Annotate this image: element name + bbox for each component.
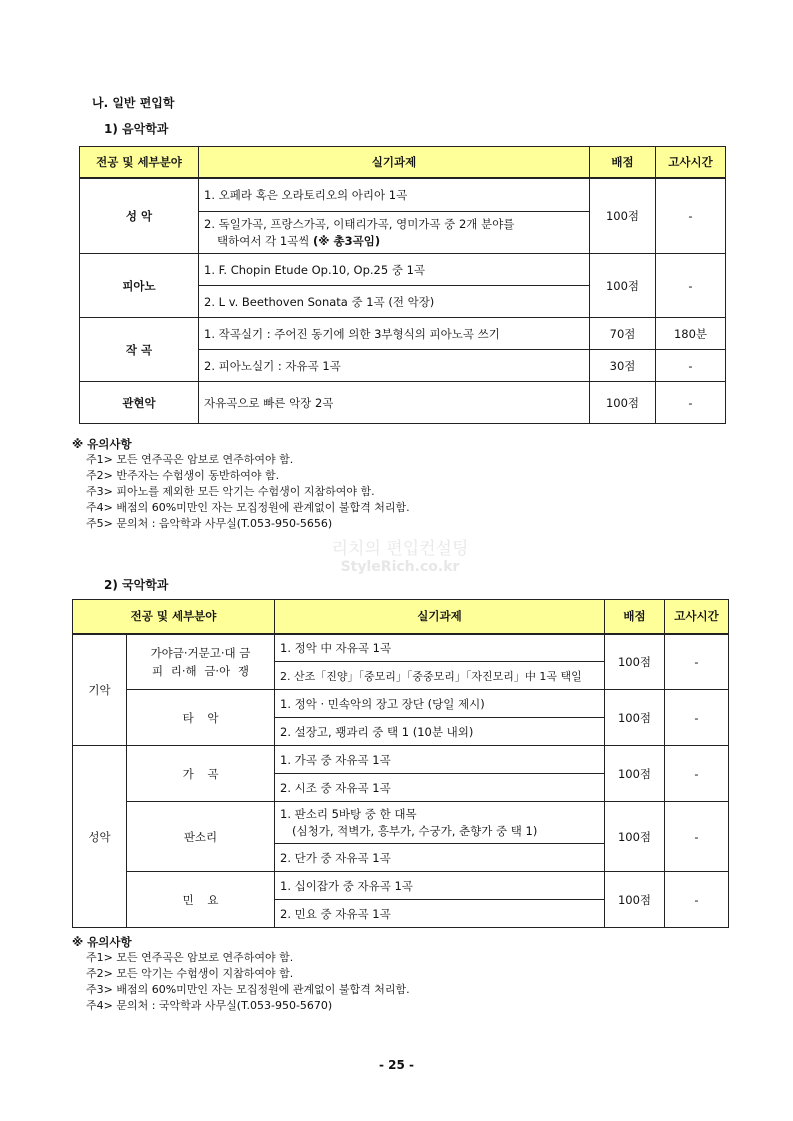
header-major: 전공 및 세부분야 [73, 600, 275, 634]
note-line: 주2> 반주자는 수험생이 동반하여야 함. [86, 469, 280, 482]
header-task: 실기과제 [275, 600, 605, 634]
header-score: 배점 [590, 147, 656, 178]
score-cell: 100점 [605, 802, 665, 872]
time-cell: - [656, 178, 726, 254]
category-vocal: 성악 [73, 746, 127, 928]
time-cell: - [665, 802, 729, 872]
header-time: 고사시간 [656, 147, 726, 178]
task-line: 2. 독일가곡, 프랑스가곡, 이태리가곡, 영미가곡 중 2개 분야를 [204, 216, 515, 231]
note-line: 주1> 모든 연주곡은 암보로 연주하여야 함. [86, 951, 294, 964]
score-cell: 100점 [605, 746, 665, 802]
time-cell: - [656, 382, 726, 424]
task-cell: 1. 가곡 중 자유곡 1곡 [275, 746, 605, 774]
score-cell: 100점 [605, 872, 665, 928]
korean-notes [72, 934, 410, 1014]
header-score: 배점 [605, 600, 665, 634]
score-cell: 100점 [590, 382, 656, 424]
note-line: 주1> 모든 연주곡은 암보로 연주하여야 함. [86, 453, 294, 466]
task-cell: 1. 작곡실기 : 주어진 동기에 의한 3부형식의 피아노곡 쓰기 [199, 318, 590, 350]
task-cell [199, 212, 590, 254]
music-dept-title: 1) 음악학과 [104, 122, 169, 136]
time-cell: - [656, 254, 726, 318]
notes-title: ※ 유의사항 [72, 935, 132, 949]
major-composition: 작 곡 [80, 318, 199, 382]
section-title: 나. 일반 편입학 [92, 96, 175, 110]
category-instrumental: 기악 [73, 634, 127, 746]
score-cell: 30점 [590, 350, 656, 382]
task-cell [275, 802, 605, 844]
major-line: 가야금·거문고·대 금 [150, 645, 251, 660]
major-piano: 피아노 [80, 254, 199, 318]
note-line: 주3> 배점의 60%미만인 자는 모집정원에 관계없이 불합격 처리함. [86, 983, 410, 996]
major-minyo: 민 요 [127, 872, 275, 928]
notes-title: ※ 유의사항 [72, 437, 132, 451]
major-pansori: 판소리 [127, 802, 275, 872]
note-line: 주3> 피아노를 제외한 모든 악기는 수험생이 지참하여야 함. [86, 485, 375, 498]
major-vocal: 성 악 [80, 178, 199, 254]
music-notes [72, 436, 410, 532]
page-number: - 25 - [378, 1058, 414, 1072]
task-cell: 2. 단가 중 자유곡 1곡 [275, 844, 605, 872]
score-cell: 100점 [605, 634, 665, 690]
note-line: 주4> 문의처 : 국악학과 사무실(T.053-950-5670) [86, 999, 333, 1012]
task-line: 1. 판소리 5바탕 중 한 대목 [280, 806, 417, 821]
task-line: (심청가, 적벽가, 흥부가, 수궁가, 춘향가 중 택 1) [292, 823, 538, 838]
task-cell: 2. 민요 중 자유곡 1곡 [275, 900, 605, 928]
note-line: 주4> 배점의 60%미만인 자는 모집정원에 관계없이 불합격 처리함. [86, 501, 410, 514]
task-cell: 1. 오페라 혹은 오라토리오의 아리아 1곡 [199, 178, 590, 212]
score-cell: 70점 [590, 318, 656, 350]
music-exam-table [79, 146, 726, 424]
major-line: 피 리·해 금·아 쟁 [152, 663, 249, 678]
time-cell: - [665, 746, 729, 802]
header-task: 실기과제 [199, 147, 590, 178]
watermark-line: 리치의 편입컨설팅 [331, 539, 469, 559]
task-cell: 2. 피아노실기 : 자유곡 1곡 [199, 350, 590, 382]
task-cell: 1. 정악 · 민속악의 장고 장단 (당일 제시) [275, 690, 605, 718]
time-cell: - [665, 872, 729, 928]
header-major: 전공 및 세부분야 [80, 147, 199, 178]
time-cell: - [665, 690, 729, 746]
watermark [300, 534, 500, 575]
score-cell: 100점 [605, 690, 665, 746]
watermark-line: StyleRich.co.kr [340, 559, 460, 575]
time-cell: - [665, 634, 729, 690]
major-strings [127, 634, 275, 690]
major-percussion: 타 악 [127, 690, 275, 746]
task-cell: 1. 정악 中 자유곡 1곡 [275, 634, 605, 662]
task-cell: 1. 십이잡가 중 자유곡 1곡 [275, 872, 605, 900]
task-cell: 2. L v. Beethoven Sonata 중 1곡 (전 악장) [199, 286, 590, 318]
note-line: 주5> 문의처 : 음악학과 사무실(T.053-950-5656) [86, 517, 333, 530]
time-cell: - [656, 350, 726, 382]
task-cell: 2. 시조 중 자유곡 1곡 [275, 774, 605, 802]
task-line: 택하여서 각 1곡씩 (※ 총3곡임) [217, 233, 381, 248]
major-gagok: 가 곡 [127, 746, 275, 802]
task-cell: 2. 설장고, 꽹과리 중 택 1 (10분 내외) [275, 718, 605, 746]
header-time: 고사시간 [665, 600, 729, 634]
task-cell: 1. F. Chopin Etude Op.10, Op.25 중 1곡 [199, 254, 590, 286]
task-cell: 2. 산조「진양」「중모리」「중중모리」「자진모리」中 1곡 택일 [275, 662, 605, 690]
korean-dept-title: 2) 국악학과 [104, 578, 169, 592]
task-cell: 자유곡으로 빠른 악장 2곡 [199, 382, 590, 424]
korean-exam-table [72, 599, 729, 928]
time-cell: 180분 [656, 318, 726, 350]
total-note: (※ 총3곡임) [313, 233, 381, 248]
major-orchestra: 관현악 [80, 382, 199, 424]
score-cell: 100점 [590, 178, 656, 254]
note-line: 주2> 모든 악기는 수험생이 지참하여야 함. [86, 967, 294, 980]
score-cell: 100점 [590, 254, 656, 318]
